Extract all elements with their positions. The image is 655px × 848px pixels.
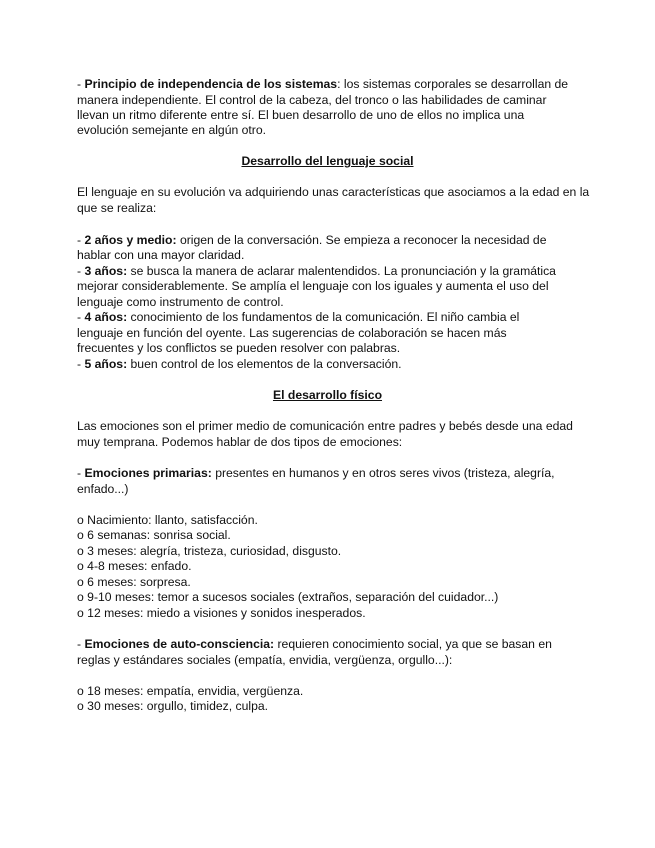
item-label: 5 años: (84, 357, 128, 371)
lenguaje-item-4-anos-cont-2: frecuentes y los conflictos se pueden resolver con palabras. (77, 341, 401, 355)
heading-lenguaje-social: Desarrollo del lenguaje social (241, 154, 414, 168)
principle-line-2: manera independiente. El control de la cabeza, del tronco o las habilidades de caminar (77, 93, 547, 107)
principle-line-1: - Principio de independencia de los sistemas: los sistemas corporales se desarrollan de (77, 77, 569, 91)
heading-desarrollo-fisico: El desarrollo físico (272, 388, 383, 402)
fisico-intro-line-1: Las emociones son el primer medio de comunicación entre padres y bebés desde una edad (77, 419, 573, 433)
principle-text: : los sistemas corporales se desarrollan de (337, 77, 569, 91)
lenguaje-intro-line-1: El lenguaje en su evolución va adquiriendo unas características que asociamos a la edad en la (77, 185, 590, 199)
primarias-list-item: o 12 meses: miedo a visiones y sonidos inesperados. (77, 606, 366, 620)
item-text: origen de la conversación. Se empieza a reconocer la necesidad de (179, 233, 547, 247)
primarias-list-item: o 4-8 meses: enfado. (77, 559, 192, 573)
principle-line-4: evolución semejante en algún otro. (77, 123, 267, 137)
principle-line-3: llevan un ritmo diferente entre sí. El buen desarrollo de uno de ellos no implica una (77, 108, 525, 122)
emociones-autoconsciencia-text: requieren conocimiento social, ya que se basan en (277, 637, 552, 651)
emociones-autoconsciencia-line-1: - Emociones de auto-consciencia: requieren conocimiento social, ya que se basan en (77, 637, 552, 651)
lenguaje-item-4-anos: - 4 años: conocimiento de los fundamentos de la comunicación. El niño cambia el (77, 310, 520, 324)
item-text: se busca la manera de aclarar malentendidos. La pronunciación y la gramática (130, 264, 556, 278)
autoconsciencia-list-item: o 30 meses: orgullo, timidez, culpa. (77, 699, 269, 713)
emociones-autoconsciencia-line-2: reglas y estándares sociales (empatía, envidia, vergüenza, orgullo...): (77, 653, 453, 667)
emociones-primarias-label: Emociones primarias: (84, 466, 212, 480)
lenguaje-item-3-anos-cont-2: lenguaje como instrumento de control. (77, 295, 284, 309)
item-label: 4 años: (84, 310, 128, 324)
primarias-list-item: o 3 meses: alegría, tristeza, curiosidad, disgusto. (77, 544, 342, 558)
lenguaje-item-2-anos-cont: hablar con una mayor claridad. (77, 248, 245, 262)
primarias-list-item: o 9-10 meses: temor a sucesos sociales (extraños, separación del cuidador...) (77, 590, 499, 604)
fisico-intro-line-2: muy temprana. Podemos hablar de dos tipos de emociones: (77, 435, 403, 449)
lenguaje-item-2-anos: - 2 años y medio: origen de la conversación. Se empieza a reconocer la necesidad de (77, 233, 547, 247)
primarias-list-item: o 6 semanas: sonrisa social. (77, 528, 231, 542)
primarias-list-item: o Nacimiento: llanto, satisfacción. (77, 513, 258, 527)
item-text: buen control de los elementos de la conversación. (130, 357, 402, 371)
lenguaje-intro-line-2: que se realiza: (77, 201, 157, 215)
emociones-primarias-line-1: - Emociones primarias: presentes en humanos y en otros seres vivos (tristeza, alegría, (77, 466, 555, 480)
lenguaje-item-4-anos-cont-1: lenguaje en función del oyente. Las sugerencias de colaboración se hacen más (77, 326, 507, 340)
emociones-primarias-text: presentes en humanos y en otros seres vivos (tristeza, alegría, (215, 466, 555, 480)
primarias-list-item: o 6 meses: sorpresa. (77, 575, 191, 589)
emociones-autoconsciencia-label: Emociones de auto-consciencia: (84, 637, 275, 651)
item-label: 2 años y medio: (84, 233, 177, 247)
item-text: conocimiento de los fundamentos de la comunicación. El niño cambia el (130, 310, 520, 324)
lenguaje-item-3-anos: - 3 años: se busca la manera de aclarar malentendidos. La pronunciación y la gramática (77, 264, 556, 278)
principle-label: Principio de independencia de los sistemas (84, 77, 338, 91)
item-label: 3 años: (84, 264, 128, 278)
lenguaje-item-5-anos: - 5 años: buen control de los elementos de la conversación. (77, 357, 402, 371)
autoconsciencia-list-item: o 18 meses: empatía, envidia, vergüenza. (77, 684, 304, 698)
lenguaje-item-3-anos-cont-1: mejorar considerablemente. Se amplía el lenguaje con los iguales y aumenta el uso del (77, 279, 549, 293)
emociones-primarias-line-2: enfado...) (77, 482, 129, 496)
